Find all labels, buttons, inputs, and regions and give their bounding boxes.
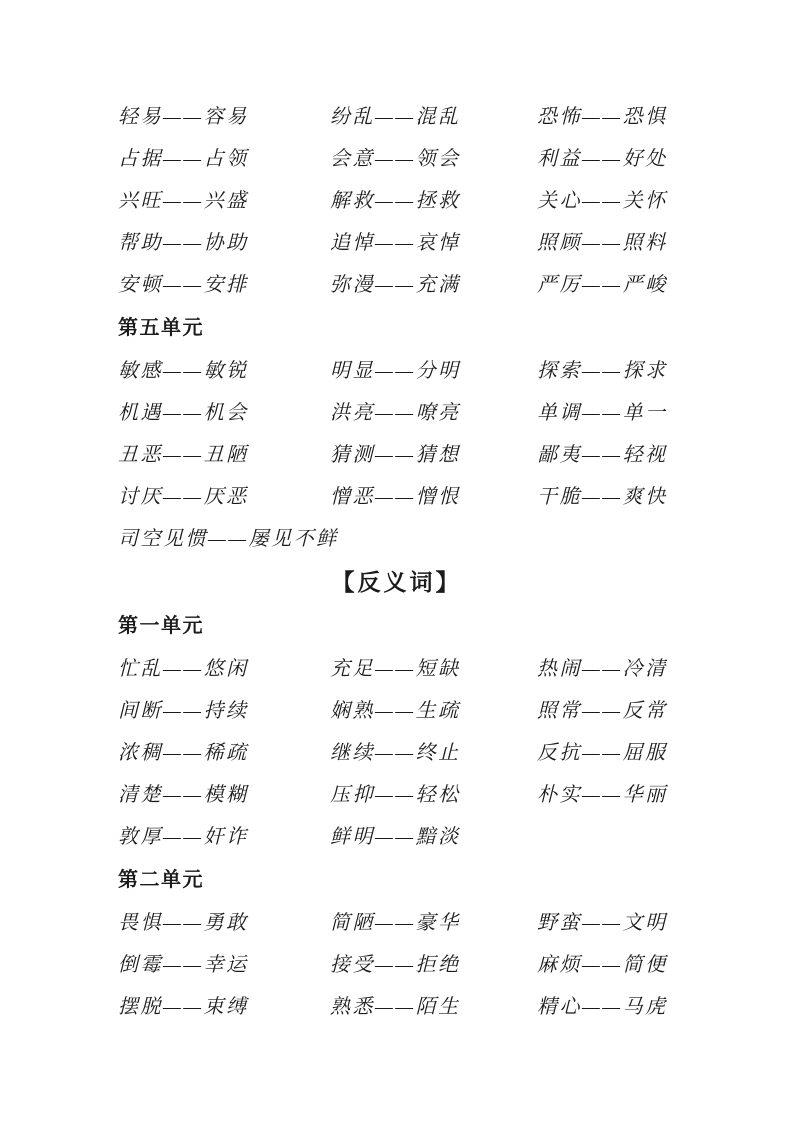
word-pair-row [118, 648, 733, 690]
word-pair: 猜测——猜想 [330, 444, 461, 466]
word-pair: 娴熟——生疏 [330, 700, 461, 722]
synonym-pairs-continued [118, 96, 733, 306]
word-pair: 干脆——爽快 [537, 486, 668, 508]
word-pair-row [118, 902, 733, 944]
word-pair: 野蛮——文明 [537, 912, 668, 934]
word-pair: 间断——持续 [118, 700, 249, 722]
word-pair: 照顾——照料 [537, 232, 668, 254]
antonyms-section-title: 【反义词】 [331, 569, 462, 595]
word-pair: 占据——占领 [118, 148, 249, 170]
word-pair: 摆脱——束缚 [118, 996, 249, 1018]
word-pair: 简陋——豪华 [330, 912, 461, 934]
word-pair: 麻烦——简便 [537, 954, 668, 976]
word-pair: 畏惧——勇敢 [118, 912, 249, 934]
unit1-pairs [118, 648, 733, 858]
word-pair: 利益——好处 [537, 148, 668, 170]
word-pair: 反抗——屈服 [537, 742, 668, 764]
word-pair-row [118, 264, 733, 306]
word-pair: 司空见惯——屡见不鲜 [118, 528, 339, 550]
word-pair: 接受——拒绝 [330, 954, 461, 976]
word-pair: 弥漫——充满 [330, 274, 461, 296]
word-pair: 讨厌——厌恶 [118, 486, 249, 508]
word-pair: 压抑——轻松 [330, 784, 461, 806]
word-pair: 会意——领会 [330, 148, 461, 170]
word-pair-row [118, 392, 733, 434]
word-pair-row [118, 350, 733, 392]
word-pair-row [118, 816, 733, 858]
word-pair-row [118, 434, 733, 476]
word-pair: 敏感——敏锐 [118, 360, 249, 382]
unit5-pairs [118, 350, 733, 560]
unit1-header: 第一单元 [118, 615, 204, 637]
word-pair: 敦厚——奸诈 [118, 826, 249, 848]
word-pair: 关心——关怀 [537, 190, 668, 212]
word-pair: 探索——探求 [537, 360, 668, 382]
word-pair: 充足——短缺 [330, 658, 461, 680]
word-pair: 机遇——机会 [118, 402, 249, 424]
word-pair: 浓稠——稀疏 [118, 742, 249, 764]
unit5-header: 第五单元 [118, 317, 204, 339]
word-pair-row [118, 138, 733, 180]
word-pair: 轻易——容易 [118, 106, 249, 128]
word-pair: 洪亮——嘹亮 [330, 402, 461, 424]
word-pair: 安顿——安排 [118, 274, 249, 296]
word-pair: 单调——单一 [537, 402, 668, 424]
word-pair: 追悼——哀悼 [330, 232, 461, 254]
unit2-header: 第二单元 [118, 869, 204, 891]
word-pair: 照常——反常 [537, 700, 668, 722]
word-pair: 恐怖——恐惧 [537, 106, 668, 128]
word-pair: 明显——分明 [330, 360, 461, 382]
word-pair: 精心——马虎 [537, 996, 668, 1018]
word-pair-row [118, 476, 733, 518]
word-pair: 兴旺——兴盛 [118, 190, 249, 212]
word-pair-row [118, 518, 733, 560]
unit2-pairs [118, 902, 733, 1028]
word-pair: 忙乱——悠闲 [118, 658, 249, 680]
word-pair-row [118, 774, 733, 816]
word-pair: 倒霉——幸运 [118, 954, 249, 976]
word-pair: 朴实——华丽 [537, 784, 668, 806]
word-pair-row [118, 732, 733, 774]
word-pair: 纷乱——混乱 [330, 106, 461, 128]
word-pair-row [118, 944, 733, 986]
word-pair: 热闹——冷清 [537, 658, 668, 680]
word-pair: 鄙夷——轻视 [537, 444, 668, 466]
word-pair: 继续——终止 [330, 742, 461, 764]
word-pair: 严厉——严峻 [537, 274, 668, 296]
word-pair-row [118, 986, 733, 1028]
word-pair: 熟悉——陌生 [330, 996, 461, 1018]
word-pair-row [118, 180, 733, 222]
word-pair: 鲜明——黯淡 [330, 826, 461, 848]
word-pair: 清楚——模糊 [118, 784, 249, 806]
word-pair-row [118, 222, 733, 264]
word-pair: 解救——拯救 [330, 190, 461, 212]
word-pair-row [118, 690, 733, 732]
word-pair-row [118, 96, 733, 138]
word-pair: 帮助——协助 [118, 232, 249, 254]
word-pair: 憎恶——憎恨 [330, 486, 461, 508]
word-pair: 丑恶——丑陋 [118, 444, 249, 466]
